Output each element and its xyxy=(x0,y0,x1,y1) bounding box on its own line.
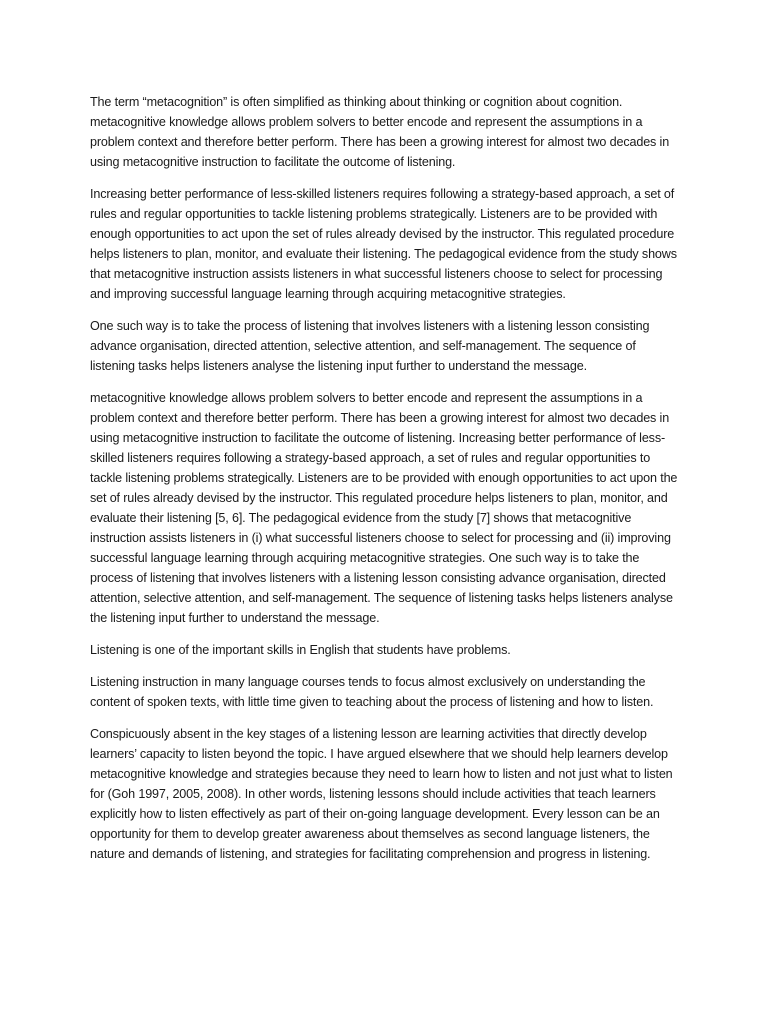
paragraph-7: Conspicuously absent in the key stages of a listening lesson are learning activities that directly develop learners’ capacity to listen beyond the topic. I have argued elsewhere that we should help learners develop metacognitive knowledge and strategies because they need to learn how to listen and not just what to listen for (Goh 1997, 2005, 2008). In other words, listening lessons should include activities that teach learners explicitly how to listen effectively as part of their on-going language development. Every lesson can be an opportunity for them to develop greater awareness about themselves as second language listeners, the nature and demands of listening, and strategies for facilitating comprehension and progress in listening. xyxy=(90,727,673,861)
paragraph-1: The term “metacognition” is often simplified as thinking about thinking or cognition about cognition. metacognitive knowledge allows problem solvers to better encode and represent the assumptions in a problem context and therefore better perform. There has been a growing interest for almost two decades in using metacognitive instruction to facilitate the outcome of listening. xyxy=(90,95,670,169)
paragraph-5: Listening is one of the important skills in English that students have problems. xyxy=(90,643,511,657)
paragraph-4: metacognitive knowledge allows problem solvers to better encode and represent the assumptions in a problem context and therefore better perform. There has been a growing interest for almost two decades in using metacognitive instruction to facilitate the outcome of listening. Increasing better performance of less-skilled listeners requires following a strategy-based approach, a set of rules and regular opportunities to tackle listening problems strategically. Listeners are to be provided with enough opportunities to act upon the set of rules already devised by the instructor. This regulated procedure helps listeners to plan, monitor, and evaluate their listening [5, 6]. The pedagogical evidence from the study [7] shows that metacognitive instruction assists listeners in (i) what successful listeners choose to select for processing and (ii) improving successful language learning through acquiring metacognitive strategies. One such way is to take the process of listening that involves listeners with a listening lesson consisting advance organisation, directed attention, selective attention, and self-management. The sequence of listening tasks helps listeners analyse the listening input further to understand the message. xyxy=(90,391,678,625)
document-page xyxy=(90,92,682,876)
paragraph-6: Listening instruction in many language courses tends to focus almost exclusively on understanding the content of spoken texts, with little time given to teaching about the process of listening and how to listen. xyxy=(90,675,654,709)
paragraph-3: One such way is to take the process of listening that involves listeners with a listening lesson consisting advance organisation, directed attention, selective attention, and self-management. The sequence of listening tasks helps listeners analyse the listening input further to understand the message. xyxy=(90,319,650,373)
paragraph-2: Increasing better performance of less-skilled listeners requires following a strategy-based approach, a set of rules and regular opportunities to tackle listening problems strategically. Listeners are to be provided with enough opportunities to act upon the set of rules already devised by the instructor. This regulated procedure helps listeners to plan, monitor, and evaluate their listening. The pedagogical evidence from the study shows that metacognitive instruction assists listeners in what successful listeners choose to select for processing and improving successful language learning through acquiring metacognitive strategies. xyxy=(90,187,677,301)
